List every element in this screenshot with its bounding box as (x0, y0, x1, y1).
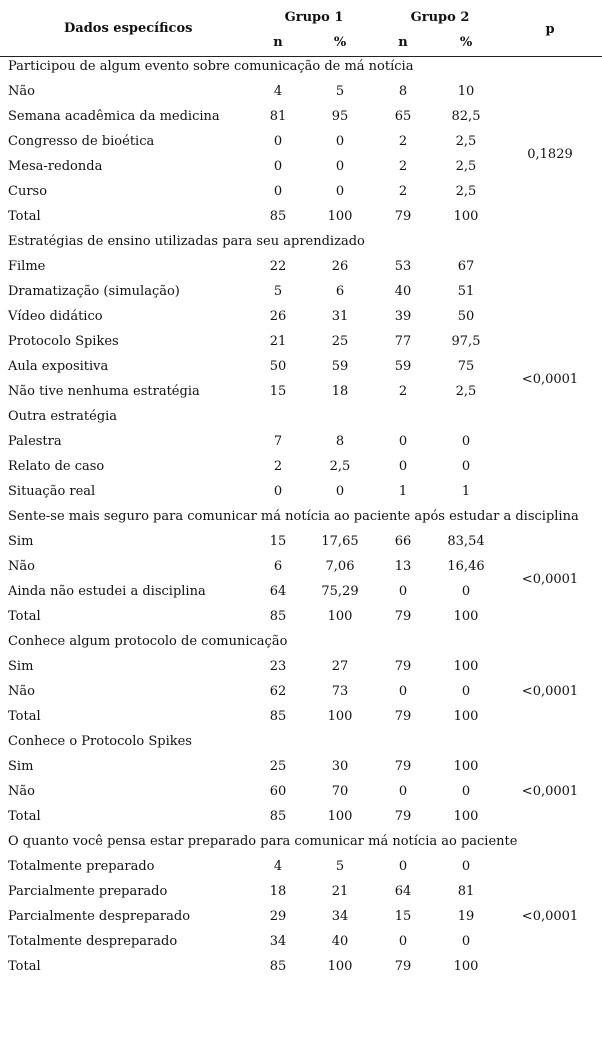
cell-n2: 66 (394, 534, 412, 549)
cell-n2: 8 (398, 84, 408, 99)
cell-pct2: 51 (457, 284, 475, 299)
cell-pct1: 70 (331, 784, 349, 799)
cell-n1: 6 (273, 559, 283, 574)
cell-n1: 50 (269, 359, 287, 374)
cell-pct2: 0 (461, 859, 471, 874)
cell-n1: 5 (273, 284, 283, 299)
row-label: Vídeo didático (8, 309, 103, 324)
row-label: Mesa-redonda (8, 159, 103, 174)
cell-pct1: 34 (331, 909, 349, 924)
cell-n2: 77 (394, 334, 412, 349)
cell-n2: 13 (394, 559, 412, 574)
cell-pct1: 5 (335, 859, 345, 874)
cell-pct2: 50 (457, 309, 475, 324)
cell-pct1: 25 (331, 334, 349, 349)
row-label: Totalmente preparado (8, 859, 155, 874)
cell-pct1: 26 (331, 259, 349, 274)
row-label: Sim (8, 759, 34, 774)
cell-n1: 0 (273, 184, 283, 199)
p-value: <0,0001 (521, 572, 579, 587)
cell-n1: 15 (269, 534, 287, 549)
row-label: Situação real (8, 484, 96, 499)
section-title: Conhece o Protocolo Spikes (8, 734, 192, 749)
cell-n1: 85 (269, 209, 287, 224)
cell-n1: 85 (269, 709, 287, 724)
cell-n2: 79 (394, 759, 412, 774)
cell-n1: 2 (273, 459, 283, 474)
cell-pct2: 0 (461, 434, 471, 449)
cell-pct2: 16,46 (447, 559, 485, 574)
row-label: Não (8, 684, 35, 699)
cell-n1: 85 (269, 959, 287, 974)
cell-n2: 39 (394, 309, 412, 324)
row-label: Congresso de bioética (8, 134, 155, 149)
row-label: Parcialmente despreparado (8, 909, 191, 924)
cell-pct2: 2,5 (455, 184, 477, 199)
cell-pct2: 0 (461, 459, 471, 474)
cell-n1: 4 (273, 859, 283, 874)
header-pct-group-1: % (333, 35, 347, 50)
cell-pct1: 100 (327, 209, 353, 224)
cell-pct1: 100 (327, 709, 353, 724)
cell-n1: 0 (273, 484, 283, 499)
header-row-label: Dados específicos (64, 21, 193, 36)
cell-pct2: 97,5 (451, 334, 481, 349)
row-label: Ainda não estudei a disciplina (8, 584, 206, 599)
cell-pct2: 75 (457, 359, 475, 374)
cell-n2: 2 (398, 384, 408, 399)
cell-n2: 0 (398, 784, 408, 799)
header-group-2: Grupo 2 (410, 10, 470, 25)
cell-pct1: 0 (335, 184, 345, 199)
cell-n1: 34 (269, 934, 287, 949)
p-value: <0,0001 (521, 909, 579, 924)
cell-pct2: 100 (453, 759, 479, 774)
cell-pct1: 31 (331, 309, 349, 324)
row-label: Outra estratégia (8, 409, 118, 424)
cell-n1: 64 (269, 584, 287, 599)
cell-n2: 15 (394, 909, 412, 924)
cell-pct1: 18 (331, 384, 349, 399)
row-label: Relato de caso (8, 459, 105, 474)
cell-pct1: 6 (335, 284, 345, 299)
row-label: Totalmente despreparado (8, 934, 178, 949)
cell-n1: 21 (269, 334, 287, 349)
cell-n1: 29 (269, 909, 287, 924)
cell-n1: 25 (269, 759, 287, 774)
p-value: <0,0001 (521, 684, 579, 699)
cell-pct2: 1 (461, 484, 471, 499)
cell-n2: 64 (394, 884, 412, 899)
cell-n2: 0 (398, 459, 408, 474)
cell-n2: 40 (394, 284, 412, 299)
header-n-group-1: n (273, 35, 283, 50)
section-title: Sente-se mais seguro para comunicar má notícia ao paciente após estudar a disciplina (8, 509, 579, 524)
row-label: Não (8, 784, 35, 799)
cell-n2: 2 (398, 159, 408, 174)
cell-pct1: 21 (331, 884, 349, 899)
cell-pct2: 100 (453, 809, 479, 824)
cell-pct1: 8 (335, 434, 345, 449)
cell-n2: 1 (398, 484, 408, 499)
cell-pct1: 40 (331, 934, 349, 949)
row-label: Dramatização (simulação) (8, 284, 180, 299)
cell-n1: 0 (273, 134, 283, 149)
cell-n1: 15 (269, 384, 287, 399)
cell-pct1: 0 (335, 484, 345, 499)
cell-pct2: 81 (457, 884, 475, 899)
cell-pct2: 0 (461, 584, 471, 599)
cell-pct2: 0 (461, 934, 471, 949)
row-label: Parcialmente preparado (8, 884, 168, 899)
cell-n1: 60 (269, 784, 287, 799)
cell-n1: 4 (273, 84, 283, 99)
cell-pct1: 0 (335, 134, 345, 149)
cell-pct2: 100 (453, 209, 479, 224)
section-title: Conhece algum protocolo de comunicação (8, 634, 288, 649)
cell-pct1: 0 (335, 159, 345, 174)
cell-n1: 0 (273, 159, 283, 174)
section-title: Participou de algum evento sobre comunicação de má notícia (8, 59, 414, 74)
cell-n1: 62 (269, 684, 287, 699)
cell-n2: 79 (394, 609, 412, 624)
cell-n2: 0 (398, 584, 408, 599)
cell-n1: 85 (269, 609, 287, 624)
header-group-1: Grupo 1 (284, 10, 344, 25)
cell-n2: 79 (394, 209, 412, 224)
row-label: Sim (8, 659, 34, 674)
cell-pct2: 19 (457, 909, 475, 924)
cell-pct1: 59 (331, 359, 349, 374)
cell-n1: 7 (273, 434, 283, 449)
cell-pct2: 100 (453, 959, 479, 974)
cell-n2: 0 (398, 934, 408, 949)
cell-pct2: 2,5 (455, 134, 477, 149)
row-label: Total (8, 209, 41, 224)
cell-n1: 23 (269, 659, 287, 674)
row-label: Não (8, 84, 35, 99)
header-p-value: p (545, 22, 555, 37)
cell-n2: 79 (394, 809, 412, 824)
header-divider (0, 56, 602, 57)
row-label: Aula expositiva (8, 359, 109, 374)
cell-pct2: 2,5 (455, 159, 477, 174)
cell-pct1: 5 (335, 84, 345, 99)
cell-pct2: 100 (453, 709, 479, 724)
cell-pct2: 100 (453, 659, 479, 674)
cell-pct1: 27 (331, 659, 349, 674)
row-label: Curso (8, 184, 48, 199)
cell-pct1: 95 (331, 109, 349, 124)
section-title: O quanto você pensa estar preparado para comunicar má notícia ao paciente (8, 834, 518, 849)
cell-n2: 2 (398, 184, 408, 199)
row-label: Total (8, 959, 41, 974)
cell-n2: 59 (394, 359, 412, 374)
p-value: 0,1829 (527, 147, 573, 162)
cell-n2: 79 (394, 959, 412, 974)
cell-n1: 81 (269, 109, 287, 124)
cell-pct2: 100 (453, 609, 479, 624)
cell-pct2: 10 (457, 84, 475, 99)
section-title: Estratégias de ensino utilizadas para seu aprendizado (8, 234, 365, 249)
cell-pct1: 17,65 (321, 534, 359, 549)
cell-pct2: 67 (457, 259, 475, 274)
cell-pct1: 75,29 (321, 584, 359, 599)
row-label: Filme (8, 259, 46, 274)
cell-n2: 0 (398, 684, 408, 699)
cell-pct1: 100 (327, 809, 353, 824)
row-label: Protocolo Spikes (8, 334, 119, 349)
cell-pct1: 100 (327, 959, 353, 974)
cell-n1: 18 (269, 884, 287, 899)
cell-pct2: 2,5 (455, 384, 477, 399)
cell-pct1: 30 (331, 759, 349, 774)
cell-pct1: 73 (331, 684, 349, 699)
cell-n2: 2 (398, 134, 408, 149)
p-value: <0,0001 (521, 784, 579, 799)
cell-pct1: 7,06 (325, 559, 355, 574)
cell-pct2: 83,54 (447, 534, 485, 549)
cell-n2: 53 (394, 259, 412, 274)
cell-n2: 65 (394, 109, 412, 124)
header-pct-group-2: % (459, 35, 473, 50)
cell-n2: 0 (398, 434, 408, 449)
cell-n1: 26 (269, 309, 287, 324)
cell-n1: 22 (269, 259, 287, 274)
header-n-group-2: n (398, 35, 408, 50)
row-label: Não tive nenhuma estratégia (8, 384, 200, 399)
cell-pct1: 2,5 (329, 459, 351, 474)
cell-pct2: 0 (461, 784, 471, 799)
row-label: Total (8, 709, 41, 724)
row-label: Semana acadêmica da medicina (8, 109, 220, 124)
row-label: Palestra (8, 434, 62, 449)
row-label: Sim (8, 534, 34, 549)
cell-n1: 85 (269, 809, 287, 824)
cell-n2: 0 (398, 859, 408, 874)
row-label: Não (8, 559, 35, 574)
cell-n2: 79 (394, 659, 412, 674)
cell-pct1: 100 (327, 609, 353, 624)
cell-n2: 79 (394, 709, 412, 724)
cell-pct2: 82,5 (451, 109, 481, 124)
p-value: <0,0001 (521, 372, 579, 387)
row-label: Total (8, 809, 41, 824)
cell-pct2: 0 (461, 684, 471, 699)
row-label: Total (8, 609, 41, 624)
